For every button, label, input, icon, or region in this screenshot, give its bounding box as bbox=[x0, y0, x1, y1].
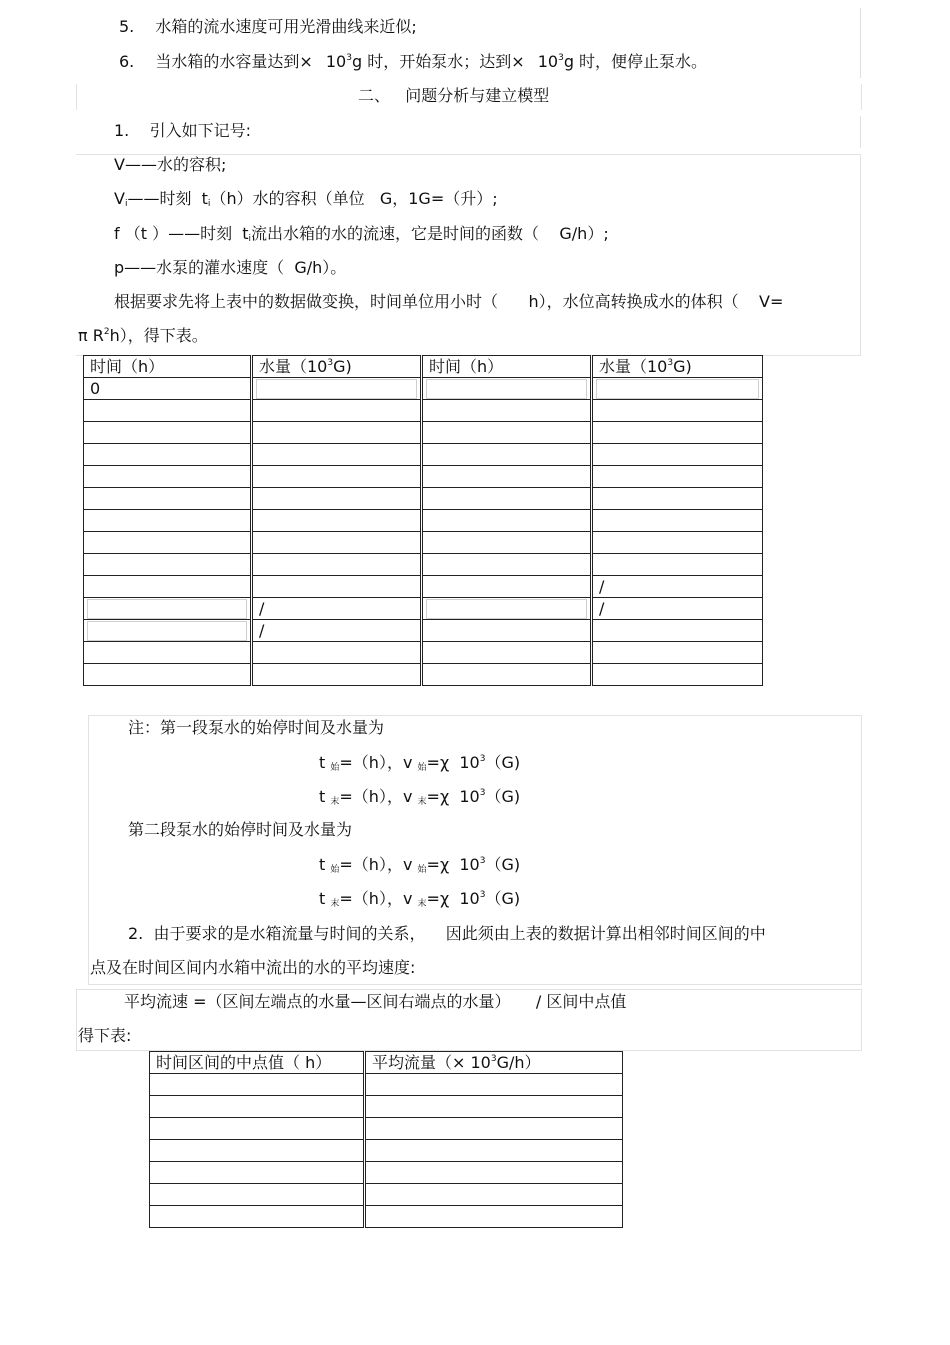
first-pump-start bbox=[319, 753, 520, 775]
subscript: 末 bbox=[330, 797, 340, 807]
subscript: 末 bbox=[330, 899, 340, 909]
step1-heading: 1. 引入如下记号: bbox=[114, 121, 252, 140]
exponent: 3 bbox=[479, 890, 486, 900]
header-average-flow bbox=[365, 1052, 623, 1074]
table-body bbox=[84, 356, 763, 686]
table-cell bbox=[592, 576, 763, 598]
table-cell bbox=[150, 1118, 365, 1140]
table-cell bbox=[84, 576, 252, 598]
table-cell bbox=[422, 620, 592, 642]
conversion-line-2 bbox=[78, 326, 208, 348]
result-intro: 得下表: bbox=[78, 1026, 132, 1045]
table-cell bbox=[150, 1140, 365, 1162]
table-cell bbox=[422, 510, 592, 532]
text: =（h），v bbox=[339, 787, 413, 806]
conversion-line-1: 根据要求先将上表中的数据做变换，时间单位用小时（ h），水位高转换成水的体积（ V= bbox=[114, 292, 784, 311]
step2-line-1: 2. 由于要求的是水箱流量与时间的关系， 因此须由上表的数据计算出相邻时间区间的中 bbox=[128, 924, 766, 943]
item-number: 6. bbox=[119, 52, 135, 71]
table-cell bbox=[422, 642, 592, 664]
second-intro: 第二段泵水的始停时间及水量为 bbox=[128, 820, 353, 839]
header-label: 水量（10 bbox=[259, 356, 328, 376]
table-cell bbox=[252, 554, 422, 576]
item-text: 水箱的流水速度可用光滑曲线来近似; bbox=[155, 17, 417, 36]
subscript: 始 bbox=[330, 865, 340, 875]
second-pump-end bbox=[319, 889, 520, 911]
table-cell bbox=[252, 664, 422, 686]
table-cell bbox=[252, 532, 422, 554]
table-cell bbox=[365, 1096, 623, 1118]
subscript: 末 bbox=[417, 899, 427, 909]
second-pump-start bbox=[319, 855, 520, 877]
symbol: t bbox=[319, 753, 326, 772]
text: =（h），v bbox=[339, 753, 413, 772]
header-label: 时间区间的中点值（ h） bbox=[156, 1052, 332, 1072]
cell-value bbox=[87, 621, 247, 641]
symbol: t bbox=[319, 787, 326, 806]
table-cell bbox=[422, 664, 592, 686]
table-cell bbox=[252, 510, 422, 532]
table-cell bbox=[150, 1096, 365, 1118]
subscript: 始 bbox=[417, 865, 427, 875]
text: （G) bbox=[485, 753, 521, 772]
table-cell bbox=[252, 400, 422, 422]
text: =χ 10 bbox=[426, 855, 480, 874]
table-cell bbox=[592, 488, 763, 510]
table-row bbox=[84, 510, 763, 532]
table-row bbox=[84, 554, 763, 576]
table-cell bbox=[592, 532, 763, 554]
text: ——时刻 t bbox=[127, 189, 208, 208]
text: π R bbox=[78, 326, 104, 345]
table-row bbox=[84, 488, 763, 510]
table-row bbox=[84, 422, 763, 444]
table-cell bbox=[422, 466, 592, 488]
table-cell bbox=[252, 642, 422, 664]
text: f （t ）——时刻 t bbox=[114, 224, 249, 243]
table-cell bbox=[592, 466, 763, 488]
exponent: 2 bbox=[103, 327, 110, 337]
table-row bbox=[84, 466, 763, 488]
table-row bbox=[84, 576, 763, 598]
header-volume bbox=[252, 356, 422, 378]
table-cell bbox=[150, 1206, 365, 1228]
table-row bbox=[84, 532, 763, 554]
cell-value bbox=[426, 379, 587, 399]
table-cell bbox=[84, 444, 252, 466]
table-cell bbox=[84, 510, 252, 532]
table-row bbox=[150, 1140, 623, 1162]
table-cell bbox=[84, 598, 252, 620]
header-label: G) bbox=[673, 356, 692, 376]
table-cell bbox=[422, 422, 592, 444]
exponent: 3 bbox=[479, 754, 486, 764]
table-cell bbox=[84, 554, 252, 576]
table-row bbox=[150, 1096, 623, 1118]
table-cell bbox=[84, 664, 252, 686]
table-cell bbox=[592, 664, 763, 686]
table-cell bbox=[422, 444, 592, 466]
exponent: 3 bbox=[479, 856, 486, 866]
average-flow-formula: 平均流速 =（区间左端点的水量—区间右端点的水量） / 区间中点值 bbox=[124, 992, 627, 1011]
header-volume bbox=[592, 356, 763, 378]
header-time bbox=[84, 356, 252, 378]
table-cell bbox=[592, 598, 763, 620]
table-cell bbox=[84, 422, 252, 444]
item-text: g 时，开始泵水；达到× bbox=[351, 52, 525, 71]
cell-value: / bbox=[259, 620, 265, 640]
table-average-flow bbox=[149, 1051, 623, 1228]
table-cell bbox=[252, 488, 422, 510]
table-row bbox=[84, 444, 763, 466]
table-cell bbox=[422, 554, 592, 576]
symbol: t bbox=[319, 889, 326, 908]
cell-value: / bbox=[599, 576, 605, 596]
table-cell bbox=[150, 1184, 365, 1206]
text: （G) bbox=[485, 889, 521, 908]
table-cell bbox=[252, 576, 422, 598]
table-cell bbox=[592, 444, 763, 466]
item-number: 5. bbox=[119, 17, 135, 36]
table-cell bbox=[252, 444, 422, 466]
table-row bbox=[150, 1074, 623, 1096]
symbol: t bbox=[319, 855, 326, 874]
table-cell bbox=[252, 620, 422, 642]
assumption-5 bbox=[119, 17, 417, 39]
section-title: 二、 问题分析与建立模型 bbox=[358, 86, 550, 105]
subscript: 末 bbox=[417, 797, 427, 807]
text: =χ 10 bbox=[426, 753, 480, 772]
text: （h）水的容积（单位 G，1G=（升）; bbox=[210, 189, 498, 208]
table-water-volume bbox=[83, 355, 763, 686]
table-cell bbox=[150, 1162, 365, 1184]
header-label: G/h） bbox=[496, 1052, 541, 1072]
header-time bbox=[422, 356, 592, 378]
table-row bbox=[84, 400, 763, 422]
exponent: 3 bbox=[327, 357, 334, 368]
table-cell bbox=[150, 1074, 365, 1096]
subscript: 始 bbox=[330, 763, 340, 773]
header-label: 时间（h） bbox=[429, 356, 504, 376]
table-cell bbox=[84, 532, 252, 554]
notation-vi bbox=[114, 189, 498, 211]
table-row bbox=[84, 598, 763, 620]
note-intro: 注：第一段泵水的始停时间及水量为 bbox=[128, 718, 385, 737]
exponent: 3 bbox=[479, 788, 486, 798]
exponent: 3 bbox=[490, 1053, 497, 1064]
power-base: 10 bbox=[325, 52, 347, 71]
cell-value: / bbox=[259, 598, 265, 618]
table-cell bbox=[252, 378, 422, 400]
table-row bbox=[150, 1206, 623, 1228]
table-cell bbox=[252, 466, 422, 488]
exponent: 3 bbox=[346, 53, 352, 63]
subscript: i bbox=[124, 199, 128, 209]
header-label: 时间（h） bbox=[90, 356, 165, 376]
text: （G) bbox=[485, 855, 521, 874]
table-cell bbox=[84, 642, 252, 664]
table-cell bbox=[84, 488, 252, 510]
notation-v: V——水的容积; bbox=[114, 155, 227, 174]
table-row bbox=[150, 1118, 623, 1140]
step2-line-2: 点及在时间区间内水箱中流出的水的平均速度: bbox=[90, 958, 416, 977]
table-cell bbox=[252, 422, 422, 444]
table-cell bbox=[84, 378, 252, 400]
table-cell bbox=[422, 598, 592, 620]
subscript: i bbox=[248, 234, 252, 244]
header-label: G) bbox=[333, 356, 352, 376]
table-cell bbox=[365, 1162, 623, 1184]
header-midpoint bbox=[150, 1052, 365, 1074]
text: h），得下表。 bbox=[109, 326, 208, 345]
table-row bbox=[150, 1162, 623, 1184]
table-cell bbox=[365, 1074, 623, 1096]
table-cell bbox=[84, 400, 252, 422]
table-header-row bbox=[150, 1052, 623, 1074]
table-cell bbox=[84, 466, 252, 488]
table-row bbox=[84, 620, 763, 642]
cell-value: 0 bbox=[90, 378, 101, 398]
table-header-row bbox=[84, 356, 763, 378]
table-cell bbox=[592, 378, 763, 400]
header-label: 平均流量（× 10 bbox=[372, 1052, 491, 1072]
cell-value bbox=[256, 379, 417, 399]
symbol: V bbox=[114, 189, 125, 208]
cell-value: / bbox=[599, 598, 605, 618]
table-row bbox=[84, 378, 763, 400]
text: （G) bbox=[485, 787, 521, 806]
table-cell bbox=[592, 642, 763, 664]
table-cell bbox=[365, 1206, 623, 1228]
table-cell bbox=[422, 378, 592, 400]
table-cell bbox=[592, 510, 763, 532]
exponent: 3 bbox=[558, 53, 564, 63]
header-label: 水量（10 bbox=[599, 356, 668, 376]
table-row bbox=[84, 642, 763, 664]
text: =χ 10 bbox=[426, 787, 480, 806]
power-base: 10 bbox=[537, 52, 559, 71]
text: =（h），v bbox=[339, 889, 413, 908]
cell-value bbox=[596, 379, 759, 399]
text: =（h），v bbox=[339, 855, 413, 874]
subscript: i bbox=[207, 199, 211, 209]
table-cell bbox=[365, 1118, 623, 1140]
notation-f bbox=[114, 224, 609, 246]
table-cell bbox=[252, 598, 422, 620]
table-cell bbox=[592, 400, 763, 422]
table-row bbox=[84, 664, 763, 686]
table-cell bbox=[422, 576, 592, 598]
cell-value bbox=[87, 599, 247, 619]
item-text: 当水箱的水容量达到× bbox=[155, 52, 313, 71]
table-body bbox=[150, 1052, 623, 1228]
table-cell bbox=[422, 488, 592, 510]
subscript: 始 bbox=[417, 763, 427, 773]
assumption-6 bbox=[119, 52, 707, 74]
exponent: 3 bbox=[667, 357, 674, 368]
table-cell bbox=[422, 532, 592, 554]
table-cell bbox=[365, 1140, 623, 1162]
table-cell bbox=[84, 620, 252, 642]
text: =χ 10 bbox=[426, 889, 480, 908]
item-text: g 时，便停止泵水。 bbox=[563, 52, 708, 71]
notation-p: p——水泵的灌水速度（ G/h）。 bbox=[114, 258, 347, 277]
table-cell bbox=[592, 422, 763, 444]
table-cell bbox=[365, 1184, 623, 1206]
table-cell bbox=[592, 554, 763, 576]
cell-value bbox=[426, 599, 587, 619]
table-row bbox=[150, 1184, 623, 1206]
text: 流出水箱的水的流速，它是时间的函数（ G/h）; bbox=[251, 224, 609, 243]
table-cell bbox=[592, 620, 763, 642]
first-pump-end bbox=[319, 787, 520, 809]
table-cell bbox=[422, 400, 592, 422]
